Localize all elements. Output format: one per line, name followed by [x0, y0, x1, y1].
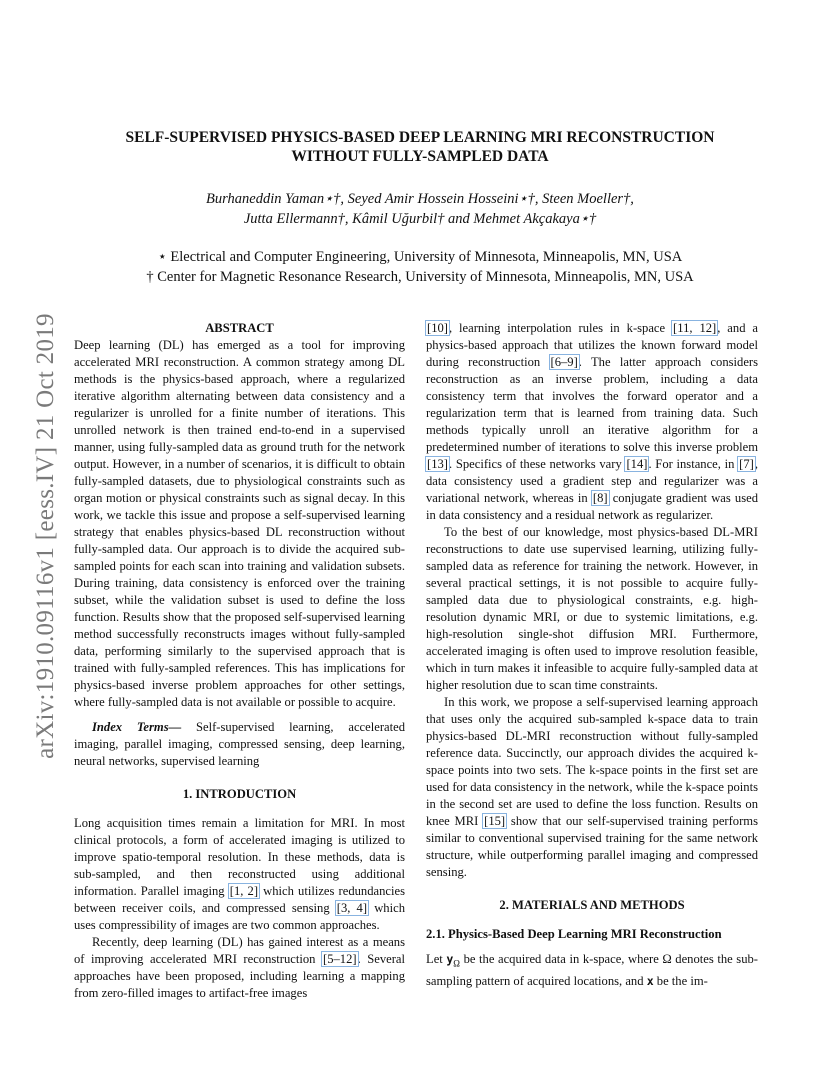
author-list	[80, 189, 760, 229]
index-terms-label: Index Terms—	[92, 720, 182, 734]
intro-paragraph-4: In this work, we propose a self-supervised learning approach that uses only the acquired sub-sampled k-space data to train physics-based DL-MRI reconstruction without fully-sampled reference data. Succinctly, our approach divides the acquired k-space points into two sets. The k-space points in the first set are used for data consistency in the network, while the k-space points in the second set are used to define the loss function. Results on knee MRI [15] show that our self-supervised training performs similar to conventional supervised training for the same network structure, while outperforming parallel imaging and compressed sensing.	[426, 695, 758, 879]
citation-link[interactable]: [1, 2]	[229, 884, 259, 898]
affiliations	[80, 247, 760, 287]
left-column	[74, 320, 405, 1002]
section-1-heading: 1. INTRODUCTION	[182, 787, 297, 801]
citation-link[interactable]: [8]	[592, 491, 608, 505]
symbol-omega-sub: Ω	[453, 958, 460, 969]
index-terms	[74, 719, 405, 770]
citation-link[interactable]: [11, 12]	[673, 321, 717, 335]
citation-link[interactable]: [3, 4]	[336, 901, 368, 915]
right-column	[426, 320, 758, 990]
citation-link[interactable]: [7]	[739, 457, 754, 471]
index-terms-text: Self-supervised learning, accelerated imaging, parallel imaging, compressed sensing, deep learning, neural networks, supervised learning	[74, 720, 405, 768]
citation-link[interactable]: [13]	[427, 457, 448, 471]
citation-link[interactable]: [5–12]	[323, 952, 357, 966]
paper-title	[80, 128, 760, 166]
title-line-1: SELF-SUPERVISED PHYSICS-BASED DEEP LEARNING MRI RECONSTRUCTION	[125, 129, 715, 146]
intro-paragraph-2-cont: [10], learning interpolation rules in k-space [11, 12], and a physics-based approach that utilizes the known forward model during reconstruction [6–9]. The latter approach considers reconstruction as an inverse problem, including a data consistency term that involves the forward operator and a regularization term that is learned from training data. Such methods typically unroll an iterative algorithm for a predetermined number of iterations to solve this inverse problem [13]. Specifics of these networks vary [14]. For instance, in [7], data consistency used a gradient step and regularizer was a variational network, whereas in [8] conjugate gradient was used in data consistency and a residual network as regularizer.	[426, 321, 759, 522]
affiliation-2: † Center for Magnetic Resonance Research, University of Minnesota, Minneapolis, MN, USA	[146, 269, 694, 285]
intro-paragraph-2-start: Recently, deep learning (DL) has gained interest as a means of improving accelerated MRI reconstruction [5–12]. Several approaches have been proposed, including learning a mapping from zero-filled images to artifact-free images	[74, 935, 406, 1000]
citation-link[interactable]: [6–9]	[550, 355, 578, 369]
citation-link[interactable]: [15]	[484, 814, 506, 828]
symbol-y: y	[446, 952, 454, 966]
section-2-heading: 2. MATERIALS AND METHODS	[499, 898, 685, 912]
citation-link[interactable]: [14]	[626, 457, 648, 471]
abstract-text: Deep learning (DL) has emerged as a tool for improving accelerated MRI reconstruction. A common strategy among DL methods is the physics-based approach, where a regularized iterative algorithm alternating between data consistency and a regularizer is unrolled for a finite number of iterations. This unrolled network is then trained end-to-end in a supervised manner, using fully-sampled data as ground truth for the network output. However, in a number of scenarios, it is difficult to obtain fully-sampled datasets, due to physiological constraints such as organ motion or physical constraints such as signal decay. In this work, we tackle this issue and propose a self-supervised learning strategy that enables physics-based DL reconstruction without fully-sampled data. Our approach is to divide the acquired sub-sampled points for each scan into training and validation subsets. During training, data consistency is enforced over the training subset, while the validation subset is used to define the loss function. Results show that the proposed self-supervised learning method successfully reconstructs images without fully-sampled data, performing similarly to the supervised approach that is trained with fully-sampled references. This has implications for physics-based inverse problem approaches for other settings, where fully-sampled data is not available or possible to acquire.	[74, 338, 405, 709]
authors-line-1: Burhaneddin Yaman⋆†, Seyed Amir Hossein Hosseini⋆†, Steen Moeller†,	[206, 191, 634, 207]
citation-link[interactable]: [10]	[427, 321, 448, 335]
arxiv-stamp: arXiv:1910.09116v1 [eess.IV] 21 Oct 2019	[32, 313, 59, 759]
intro-paragraph-3: To the best of our knowledge, most physics-based DL-MRI reconstructions to date use supervised learning, utilizing fully-sampled data as reference for training the network. However, in several practical settings, it is not possible to acquire fully-sampled data due to physiological constraints, e.g. high-resolution dynamic MRI, or due to systemic limitations, e.g. high-resolution single-shot diffusion MRI. Furthermore, accelerated imaging is often used to improve resolution feasible, which in turn makes it infeasible to acquire fully-sampled data at higher resolution due to scan time constraints.	[426, 525, 758, 692]
intro-paragraph-1: Long acquisition times remain a limitation for MRI. In most clinical protocols, a form of accelerated imaging is utilized to improve spatio-temporal resolution. In these methods, data is sub-sampled, and then reconstructed using additional information. Parallel imaging [1, 2] which utilizes redundancies between receiver coils, and compressed sensing [3, 4] which uses compressibility of images are two common approaches.	[74, 816, 405, 932]
authors-line-2: Jutta Ellermann†, Kâmil Uğurbil† and Mehmet Akçakaya⋆†	[243, 211, 597, 227]
title-line-2: WITHOUT FULLY-SAMPLED DATA	[291, 148, 549, 165]
symbol-x: x	[646, 973, 654, 988]
affiliation-1: ⋆ Electrical and Computer Engineering, University of Minnesota, Minneapolis, MN, USA	[157, 249, 683, 265]
subsection-2-1-heading: 2.1. Physics-Based Deep Learning MRI Reconstruction	[426, 927, 722, 941]
section-2-1-paragraph: Let $y_\Omega$ be the acquired data in k-space, where Ω denotes the sub-sampling pattern of acquired locations, and x be the im-	[426, 952, 758, 988]
abstract-heading: ABSTRACT	[205, 321, 274, 335]
